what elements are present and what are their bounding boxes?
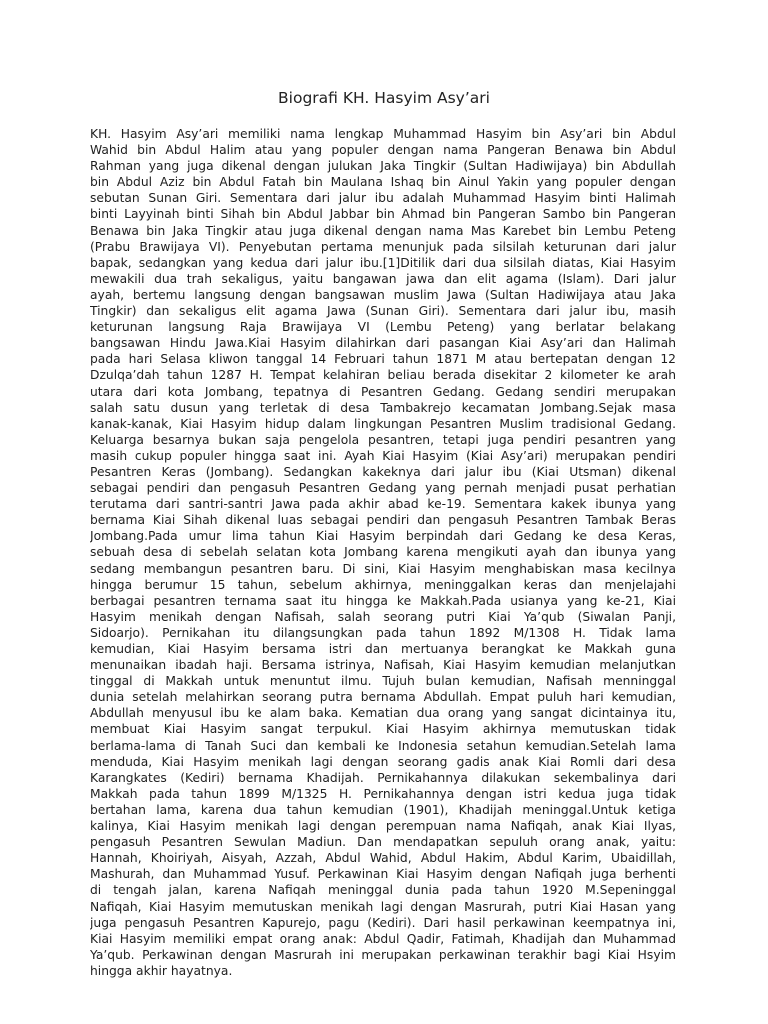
document-title: Biografi KH. Hasyim Asy’ari [278,89,490,107]
body-text-line: Hannah, Khoiriyah, Aisyah, Azzah, Abdul Wahid, Abdul Hakim, Abdul Karim, Ubaidillah, [90,851,676,866]
body-text-line: menduda, Kiai Hasyim menikah lagi dengan seorang gadis anak Kiai Romli dari desa [90,754,676,769]
body-text-line: kemudian, Kiai Hasyim bersama istri dan mertuanya berangkat ke Makkah guna [90,642,676,656]
body-text-line: Benawa bin Jaka Tingkir atau juga dikenal dengan nama Mas Karebet bin Lembu Peteng [90,223,676,238]
body-text-line: Keluarga besarnya bukan saja pengelola pesantren, tetapi juga pendiri pesantren yang [90,432,676,447]
body-text-line: binti Layyinah binti Sihah bin Abdul Jabbar bin Ahmad bin Pangeran Sambo bin Pangeran [90,207,676,222]
body-text-line: berlama-lama di Tanah Suci dan kembali ke Indonesia setahun kemudian.Setelah lama [90,738,676,753]
body-text-line: keturunan langsung Raja Brawijaya VI (Lembu Peteng) yang berlatar belakang [90,320,676,335]
body-text-line: Sidoarjo). Pernikahan itu dilangsungkan pada tahun 1892 M/1308 H. Tidak lama [90,625,676,640]
body-text-line: menunaikan ibadah haji. Bersama istrinya, Nafisah, Kiai Hasyim kemudian melanjutkan [90,658,676,673]
body-text-line: sedang membangun pesantren baru. Di sini, Kiai Hasyim menghabiskan masa kecilnya [90,561,676,576]
body-text-line: bin Abdul Aziz bin Abdul Fatah bin Maulana Ishaq bin Ainul Yakin yang populer dengan [90,175,676,190]
body-text-line: di tengah jalan, karena Nafiqah meninggal dunia pada tahun 1920 M.Sepeninggal [90,883,676,898]
body-text-line: bapak, sedangkan yang kedua dari jalur ibu.[1]Ditilik dari dua silsilah diatas, Kiai Hasyim [90,255,676,270]
body-text-line: KH. Hasyim Asy’ari memiliki nama lengkap Muhammad Hasyim bin Asy’ari bin Abdul [90,127,676,141]
body-text-line: pada hari Selasa kliwon tanggal 14 Februari tahun 1871 M atau bertepatan dengan 12 [90,352,676,367]
body-text-line: Ya’qub. Perkawinan dengan Masrurah ini merupakan perkawinan terakhir bagi Kiai Hsyim [90,947,676,962]
body-text-line: terutama dari santri-santri Jawa pada akhir abad ke-19. Sementara kakek ibunya yang [90,497,676,512]
body-text-line: hingga berumur 15 tahun, sebelum akhirnya, meninggalkan keras dan menjelajahi [90,577,676,592]
body-text-line: kalinya, Kiai Hasyim menikah lagi dengan perempuan nama Nafiqah, anak Kiai Ilyas, [90,819,676,834]
body-text-line: bernama Kiai Sihah dikenal luas sebagai pendiri dan pengasuh Pesantren Tambak Beras [90,513,676,528]
body-text-line: Wahid bin Abdul Halim atau yang populer dengan nama Pangeran Benawa bin Abdul [90,143,676,158]
body-text-line: pengasuh Pesantren Sewulan Madiun. Dan mendapatkan sepuluh orang anak, yaitu: [90,835,676,850]
body-text-line: Abdullah menyusul ibu ke alam baka. Kematian dua orang yang sangat dicintainya itu, [90,706,676,721]
body-text-line: Mashurah, dan Muhammad Yusuf. Perkawinan Kiai Hasyim dengan Nafiqah juga berhenti [90,867,676,882]
body-text-line: masih cukup populer hingga saat ini. Ayah Kiai Hasyim (Kiai Asy’ari) merupakan pendiri [90,448,676,463]
body-text-line: kanak-kanak, Kiai Hasyim hidup dalam lingkungan Pesantren Muslim tradisional Gedang. [90,416,676,431]
body-text-line: Dzulqa’dah tahun 1287 H. Tempat kelahiran beliau berada disekitar 2 kilometer ke arah [90,368,676,383]
body-text-line: mewakili dua trah sekaligus, yaitu bangawan jawa dan elit agama (Islam). Dari jalur [90,271,676,286]
body-text-line: bertahan lama, karena dua tahun kemudian (1901), Khadijah meninggal.Untuk ketiga [90,802,676,817]
body-text-line: (Prabu Brawijaya VI). Penyebutan pertama menunjuk pada silsilah keturunan dari jalur [90,239,676,254]
body-text-line: salah satu dusun yang terletak di desa Tambakrejo kecamatan Jombang.Sejak masa [90,400,676,415]
body-text-line: ayah, bertemu langsung dengan bangsawan muslim Jawa (Sultan Hadiwijaya atau Jaka [90,287,676,302]
body-text-line: Tingkir) dan sekaligus elit agama Jawa (Sunan Giri). Sementara dari jalur ibu, masih [90,304,676,319]
body-text-line: juga pengasuh Pesantren Kapurejo, pagu (Kediri). Dari hasil perkawinan keempatnya ini, [90,915,676,930]
body-text-line: Kiai Hasyim memiliki empat orang anak: Abdul Qadir, Fatimah, Khadijah dan Muhammad [90,931,676,946]
body-text-line: sebuah desa di sebelah selatan kota Jombang karena mengikuti ayah dan ibunya yang [90,545,676,560]
body-text-line: sebutan Sunan Giri. Sementara dari jalur ibu adalah Muhammad Hasyim binti Halimah [90,191,676,206]
body-text-line: berbagai pesantren ternama saat itu hingga ke Makkah.Pada usianya yang ke-21, Kiai [90,593,676,608]
body-text-line: Jombang.Pada umur lima tahun Kiai Hasyim berpindah dari Gedang ke desa Keras, [90,529,676,544]
body-text-line: Karangkates (Kediri) bernama Khadijah. Pernikahannya dilakukan sekembalinya dari [90,770,676,785]
body-text-line: bangsawan Hindu Jawa.Kiai Hasyim dilahirkan dari pasangan Kiai Asy’ari dan Halimah [90,336,676,351]
body-text-line: Pesantren Keras (Jombang). Sedangkan kakeknya dari jalur ibu (Kiai Utsman) dikenal [90,464,676,479]
document-body [90,126,676,979]
body-text-line: Rahman yang juga dikenal dengan julukan Jaka Tingkir (Sultan Hadiwijaya) bin Abdullah [90,159,676,174]
body-text-line: Nafiqah, Kiai Hasyim memutuskan menikah lagi dengan Masrurah, putri Kiai Hasan yang [90,899,676,914]
body-text-line: tinggal di Makkah untuk menuntut ilmu. Tujuh bulan kemudian, Nafisah menninggal [90,674,676,689]
body-text-line: hingga akhir hayatnya. [90,963,233,978]
body-text-line: Makkah pada tahun 1899 M/1325 H. Pernikahannya dengan istri kedua juga tidak [90,786,676,801]
body-text-line: Hasyim menikah dengan Nafisah, salah seorang putri Kiai Ya’qub (Siwalan Panji, [90,609,676,624]
body-text-line: utara dari kota Jombang, tepatnya di Pesantren Gedang. Gedang sendiri merupakan [90,384,676,399]
body-text-line: dunia setelah melahirkan seorang putra bernama Abdullah. Empat puluh hari kemudian, [90,690,676,705]
body-text-line: membuat Kiai Hasyim sangat terpukul. Kiai Hasyim akhirnya memutuskan tidak [90,722,676,737]
body-text-line: sebagai pendiri dan pengasuh Pesantren Gedang yang pernah menjadi pusat perhatian [90,481,676,496]
